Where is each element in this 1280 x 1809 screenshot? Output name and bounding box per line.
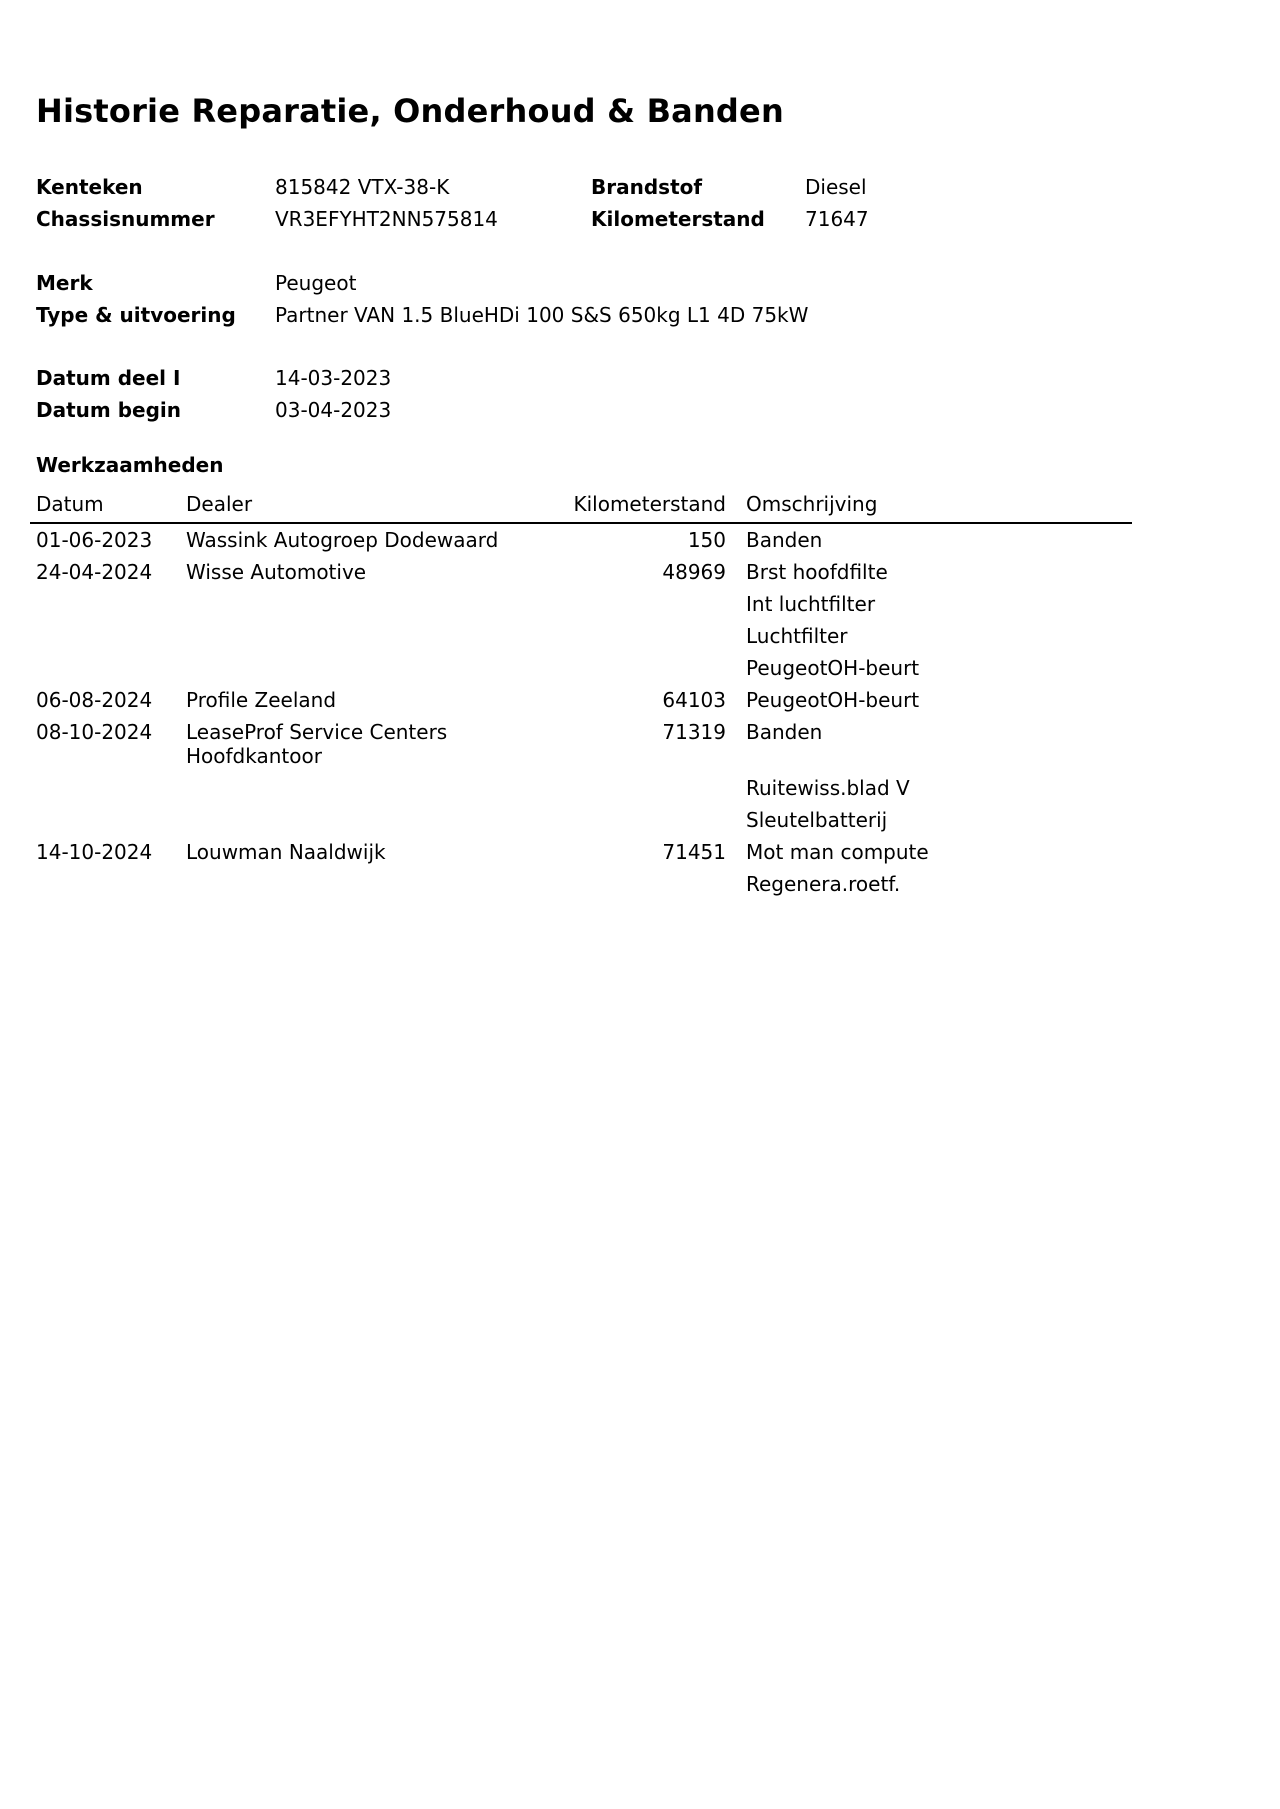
header-omschrijving: Omschrijving	[746, 492, 878, 516]
row-omschrijving: Mot man compute	[746, 840, 929, 864]
row-omschrijving: PeugeotOH-beurt	[746, 656, 920, 680]
kilometerstand-value: 71647	[805, 207, 869, 231]
header-dealer: Dealer	[186, 492, 253, 516]
row-kilometerstand: 71451	[662, 840, 726, 864]
row-date: 08-10-2024	[36, 720, 153, 744]
row-date: 14-10-2024	[36, 840, 153, 864]
row-omschrijving: Luchtfilter	[746, 624, 848, 648]
row-omschrijving: Int luchtfilter	[746, 592, 876, 616]
datum-begin-label: Datum begin	[36, 398, 181, 422]
row-date: 06-08-2024	[36, 688, 153, 712]
brandstof-value: Diesel	[805, 175, 867, 199]
row-dealer: LeaseProf Service Centers Hoofdkantoor	[186, 720, 448, 768]
merk-value: Peugeot	[275, 271, 357, 295]
row-kilometerstand: 71319	[662, 720, 726, 744]
table-row	[30, 684, 1132, 716]
row-kilometerstand: 64103	[662, 688, 726, 712]
chassis-label: Chassisnummer	[36, 207, 215, 231]
table-header	[30, 490, 1132, 524]
werkzaamheden-table	[30, 490, 1132, 900]
table-row	[30, 556, 1132, 684]
row-dealer: Louwman Naaldwijk	[186, 840, 386, 864]
row-omschrijving: Banden	[746, 720, 823, 744]
datum-begin-value: 03-04-2023	[275, 398, 392, 422]
row-omschrijving: Regenera.roetf.	[746, 872, 901, 896]
table-row	[30, 836, 1132, 900]
header-date: Datum	[36, 492, 104, 516]
row-omschrijving: Banden	[746, 528, 823, 552]
row-omschrijving: Ruitewiss.blad V	[746, 776, 910, 800]
row-omschrijving: PeugeotOH-beurt	[746, 688, 920, 712]
row-omschrijving: Sleutelbatterij	[746, 808, 888, 832]
row-omschrijving: Brst hoofdfilte	[746, 560, 888, 584]
kenteken-value: 815842 VTX-38-K	[275, 175, 450, 199]
brandstof-label: Brandstof	[591, 175, 703, 199]
kenteken-label: Kenteken	[36, 175, 143, 199]
row-kilometerstand: 150	[687, 528, 726, 552]
row-date: 01-06-2023	[36, 528, 153, 552]
page-title: Historie Reparatie, Onderhoud & Banden	[36, 92, 784, 130]
werkzaamheden-heading: Werkzaamheden	[36, 453, 224, 477]
row-dealer: Wisse Automotive	[186, 560, 367, 584]
kilometerstand-label: Kilometerstand	[591, 207, 765, 231]
row-kilometerstand: 48969	[662, 560, 726, 584]
row-dealer: Wassink Autogroep Dodewaard	[186, 528, 499, 552]
type-value: Partner VAN 1.5 BlueHDi 100 S&S 650kg L1 4D 75kW	[275, 303, 809, 327]
table-body	[30, 524, 1132, 900]
row-date: 24-04-2024	[36, 560, 153, 584]
chassis-value: VR3EFYHT2NN575814	[275, 207, 498, 231]
datum-deel1-value: 14-03-2023	[275, 366, 392, 390]
table-row	[30, 716, 1132, 836]
row-dealer: Profile Zeeland	[186, 688, 337, 712]
type-label: Type & uitvoering	[36, 303, 236, 327]
merk-label: Merk	[36, 271, 93, 295]
datum-deel1-label: Datum deel I	[36, 366, 181, 390]
header-kilometerstand: Kilometerstand	[573, 492, 726, 516]
table-row	[30, 524, 1132, 556]
